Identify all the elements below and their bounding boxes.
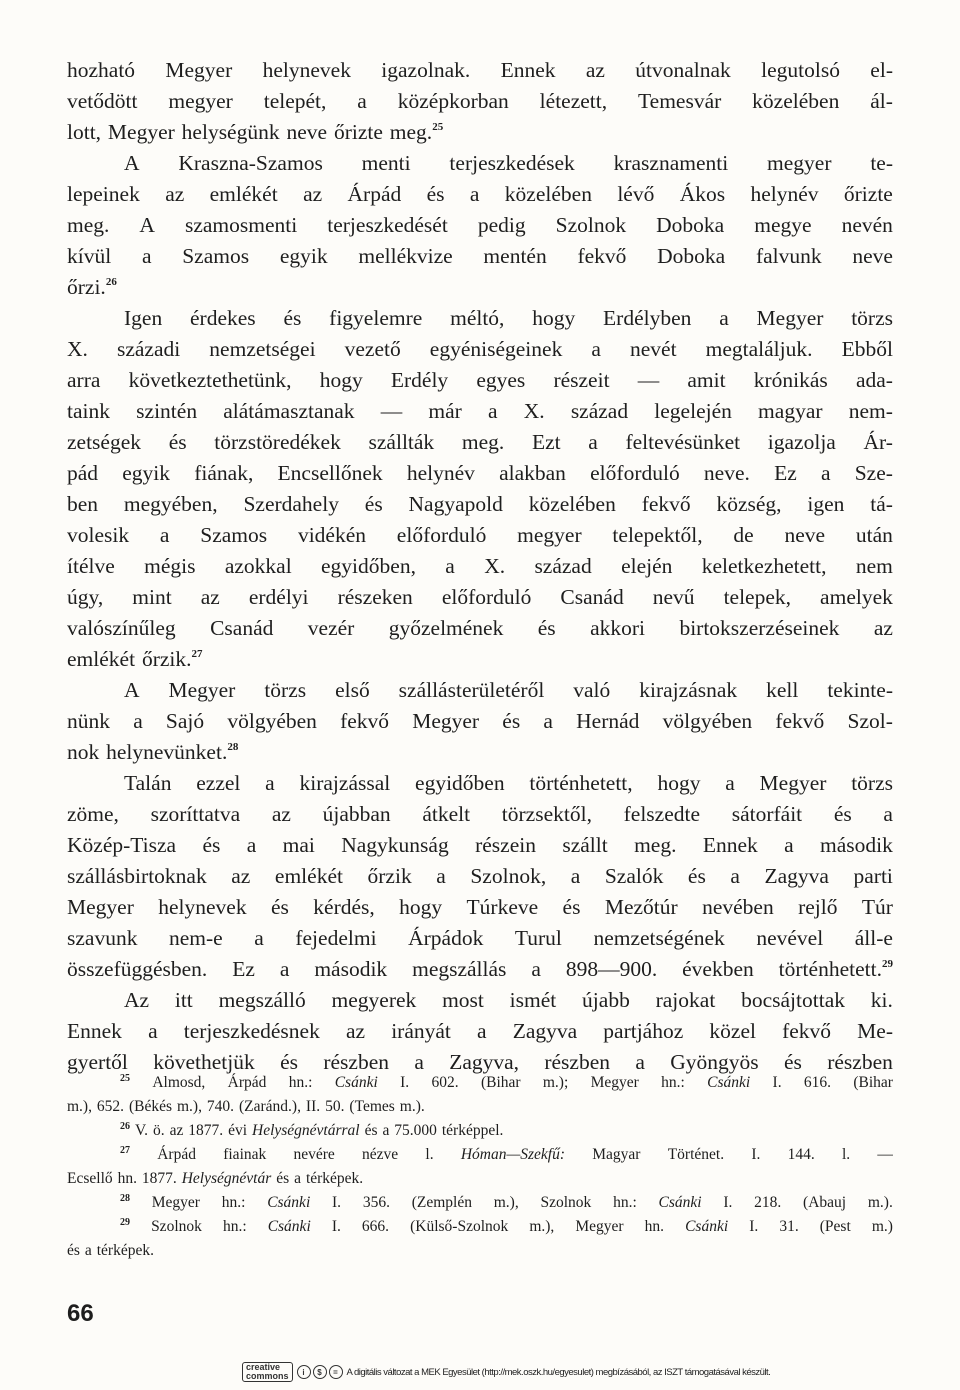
body-line: nünk a Sajó völgyében fekvő Megyer és a Hernád völgyében fekvő Szol-: [67, 709, 893, 733]
body-line: ítélve mégis azokkal egyidőben, a X. század elején keletkezhetett, nem: [67, 554, 893, 578]
body-line: nok helynevünket.$^{28}$: [67, 740, 239, 764]
footnote-line: $^{28}$ Megyer hn.: Csánki I. 356. (Zemplén m.), Szolnok hn.: Csánki I. 218. (Abauj m.).: [67, 1191, 893, 1215]
body-line: emlékét őrzik.$^{27}$: [67, 647, 203, 671]
footnote-line: $^{27}$ Árpád fiainak nevére nézve l. Hóman—Szekfű: Magyar Történet. I. 144. l. —: [67, 1143, 893, 1167]
footnote-line: Ecsellő hn. 1877. Helységnévtár és a térképek.: [67, 1170, 364, 1187]
body-line: lepeinek az emlékét az Árpád és a közelében lévő Ákos helynév őrizte: [67, 182, 893, 206]
body-line: gyertől követhetjük és részben a Zagyva, részben a Gyöngyös és részben: [67, 1050, 893, 1074]
body-line: meg. A szamosmenti terjeszkedését pedig Szolnok Doboka megye nevén: [67, 213, 893, 237]
body-line: szavunk nem-e a fejedelmi Árpádok Turul nemzetségének nevével áll-e: [67, 926, 893, 950]
body-line: úgy, mint az erdélyi részeken előforduló Csanád nevű telepek, amelyek: [67, 585, 893, 609]
footnote-line: és a térképek.: [67, 1242, 154, 1259]
footnote-line: $^{29}$ Szolnok hn.: Csánki I. 666. (Külső-Szolnok m.), Megyer hn. Csánki I. 31. (Pest m.): [67, 1215, 893, 1239]
main-text: [67, 55, 893, 1078]
license-badges: [297, 1365, 343, 1379]
body-line: zöme, szoríttatva az újabban átkelt törzsektől, felszedte sátorfáit és a: [67, 802, 893, 826]
body-line: X. századi nemzetségei vezető egyéniségeinek a nevét megtaláljuk. Ebből: [67, 337, 893, 361]
body-line: Megyer helynevek és kérdés, hogy Túrkeve és Mezőtúr nevében rejlő Túr: [67, 895, 893, 919]
attribution-icon: i: [297, 1365, 311, 1379]
footnote-marker: 28: [120, 1193, 130, 1204]
body-line: Talán ezzel a kirajzással egyidőben történhetett, hogy a Megyer törzs: [124, 771, 893, 795]
body-line: lott, Megyer helységünk neve őrizte meg.$^{25}$: [67, 120, 444, 144]
body-line: A Megyer törzs első szállásterületéről való kirajzásnak kell tekinte-: [124, 678, 893, 702]
body-line: Közép-Tisza és a mai Nagykunság részein szállt meg. Ennek a második: [67, 833, 893, 857]
license-footer: [242, 1362, 770, 1382]
footnote-reference: 29: [881, 958, 893, 970]
body-line: őrzi.$^{26}$: [67, 275, 117, 299]
footnote-reference: 28: [227, 741, 239, 753]
body-line: valószínűleg Csanád vezér győzelmének és akkori birtokszerzéseinek az: [67, 616, 893, 640]
body-line: szállásbirtoknak az emlékét őrzik a Szolnok, a Szalók és a Zagyva parti: [67, 864, 893, 888]
creative-commons-icon: creative commons: [242, 1362, 293, 1382]
noncommercial-icon: $: [313, 1365, 327, 1379]
footnote-reference: 25: [432, 121, 444, 133]
body-line: hozható Megyer helynevek igazolnak. Ennek az útvonalnak legutolsó el-: [67, 58, 893, 82]
body-line: ben megyében, Szerdahely és Nagyapold közelében fekvő község, igen tá-: [67, 492, 893, 516]
page-number: 66: [67, 1300, 94, 1327]
body-line: arra következtethetünk, hogy Erdély egyes részeit — amit krónikás ada-: [67, 368, 893, 392]
footnote-marker: 25: [120, 1073, 130, 1084]
footnote-reference: 26: [105, 276, 117, 288]
footnotes: [67, 1071, 893, 1263]
footnote-reference: 27: [191, 648, 203, 660]
footnote-marker: 26: [120, 1121, 130, 1132]
body-line: A Kraszna-Szamos menti terjeszkedések krasznamenti megyer te-: [124, 151, 893, 175]
body-line: volesik a Szamos vidékén előforduló megyer telepektől, de neve után: [67, 523, 893, 547]
footnote-marker: 27: [120, 1145, 130, 1156]
footnote-line: m.), 652. (Békés m.), 740. (Zaránd.), II. 50. (Temes m.).: [67, 1098, 425, 1115]
body-line: vetődött megyer telepét, a középkorban létezett, Temesvár közelében ál-: [67, 89, 893, 113]
body-line: kívül a Szamos egyik mellékvize mentén fekvő Doboka falvunk neve: [67, 244, 893, 268]
body-line: összefüggésben. Ez a második megszállás a 898—900. években történhetett.$^{29}$: [67, 957, 893, 981]
body-line: zetségek és törzstöredékek szállták meg. Ezt a feltevésünket igazolja Ár-: [67, 430, 893, 454]
footnote-marker: 29: [120, 1217, 130, 1228]
body-line: Igen érdekes és figyelemre méltó, hogy Erdélyben a Megyer törzs: [124, 306, 893, 330]
body-line: Az itt megszálló megyerek most ismét újabb rajokat bocsájtottak ki.: [124, 988, 893, 1012]
body-line: pád egyik fiának, Encsellőnek helynév alakban előforduló neve. Ez a Sze-: [67, 461, 893, 485]
body-line: Ennek a terjeszkedésnek az irányát a Zagyva partjához közel fekvő Me-: [67, 1019, 893, 1043]
noderivs-icon: =: [329, 1365, 343, 1379]
license-text: A digitális változat a MEK Egyesület (http://mek.oszk.hu/egyesulet) megbízásából, az ISZT támogatásával készült.: [346, 1366, 771, 1378]
body-line: taink szintén alátámasztanak — már a X. század legelején magyar nem-: [67, 399, 893, 423]
footnote-line: $^{26}$ V. ö. az 1877. évi Helységnévtárral és a 75.000 térképpel.: [67, 1119, 893, 1143]
footnote-line: $^{25}$ Almosd, Árpád hn.: Csánki I. 602. (Bihar m.); Megyer hn.: Csánki I. 616. (Bihar: [67, 1071, 893, 1095]
